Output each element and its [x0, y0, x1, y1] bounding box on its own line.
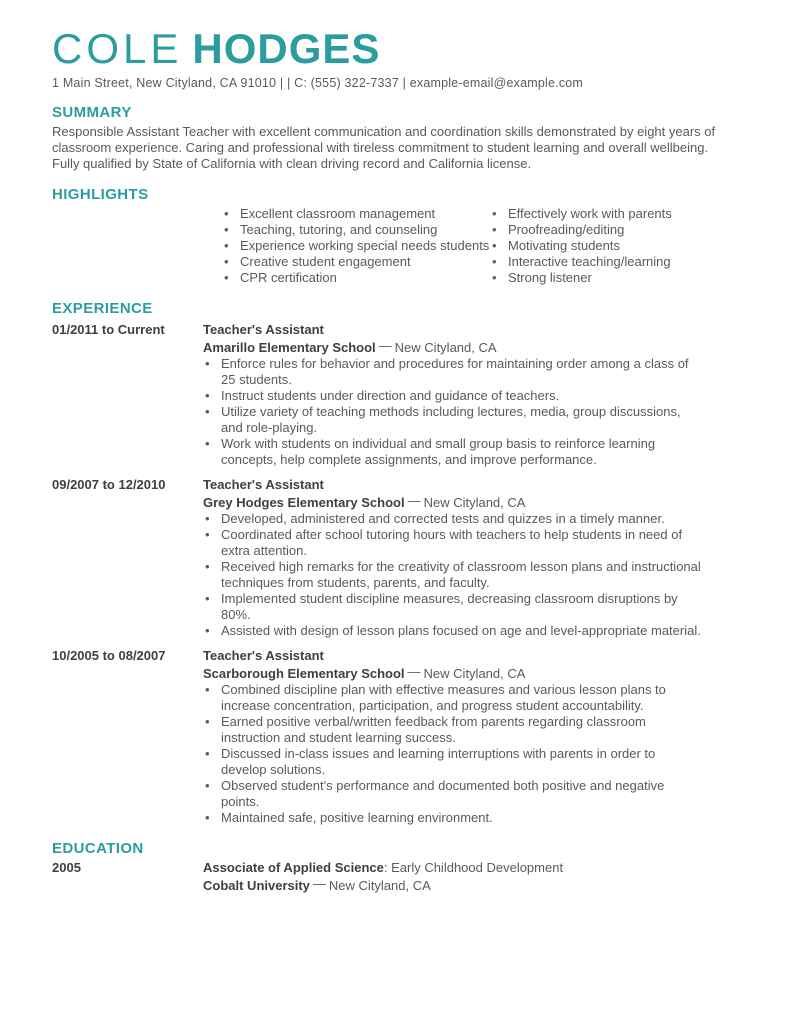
summary-section — [52, 104, 735, 172]
job-company: Grey Hodges Elementary School — [203, 495, 405, 511]
candidate-name — [52, 26, 735, 71]
degree-line — [203, 860, 735, 876]
dash-separator: — — [378, 338, 392, 354]
job-bullet-list — [203, 682, 703, 826]
highlights-left-column — [222, 206, 490, 286]
education-section — [52, 840, 735, 894]
education-entry — [52, 860, 735, 894]
job-bullet: • Earned positive verbal/written feedback from parents regarding classroom instruction and student learning success. — [203, 714, 703, 746]
resume-header — [52, 26, 735, 90]
job-company-line — [203, 493, 735, 511]
job-body — [203, 648, 735, 826]
job-bullet: • Observed student's performance and documented both positive and negative points. — [203, 778, 703, 810]
job-body — [203, 322, 735, 468]
highlight-item: • Strong listener — [490, 270, 735, 286]
job-bullet: • Coordinated after school tutoring hours with teachers to help students in need of extra attention. — [203, 527, 703, 559]
job-location: New Cityland, CA — [423, 495, 526, 511]
job-entry — [52, 322, 735, 468]
highlight-item: • Proofreading/editing — [490, 222, 735, 238]
job-body — [203, 477, 735, 639]
job-bullet-list — [203, 511, 703, 639]
job-title: Teacher's Assistant — [203, 322, 324, 338]
highlights-columns — [222, 206, 735, 286]
degree-title: Associate of Applied Science — [203, 860, 384, 876]
degree-field: : Early Childhood Development — [383, 860, 564, 876]
summary-text: Responsible Assistant Teacher with excellent communication and coordination skills demonstrated by eight years of classroom experience. Caring and professional with tireless commitment to student learning and overall wellbeing. Fully qualified by State of California with clean driving record and California license. — [52, 124, 716, 172]
contact-line: 1 Main Street, New Cityland, CA 91010 | | C: (555) 322-7337 | example-email@example.com — [52, 76, 584, 91]
dash-separator: — — [312, 876, 326, 892]
job-company: Scarborough Elementary School — [203, 666, 405, 682]
dash-separator: — — [407, 664, 421, 680]
job-bullet: • Utilize variety of teaching methods including lectures, media, group discussions, and role-playing. — [203, 404, 703, 436]
education-year: 2005 — [52, 860, 81, 876]
job-bullet: • Assisted with design of lesson plans focused on age and level-appropriate material. — [203, 623, 703, 639]
highlight-item: • Effectively work with parents — [490, 206, 735, 222]
education-body — [203, 860, 735, 894]
highlight-item: • Creative student engagement — [222, 254, 490, 270]
summary-heading: SUMMARY — [52, 104, 132, 122]
highlight-item: • Teaching, tutoring, and counseling — [222, 222, 490, 238]
school-location: New Cityland, CA — [328, 878, 431, 894]
experience-heading: EXPERIENCE — [52, 300, 153, 318]
job-bullet: • Enforce rules for behavior and procedures for maintaining order among a class of 25 students. — [203, 356, 703, 388]
job-dates: 01/2011 to Current — [52, 322, 165, 338]
highlight-item: • Interactive teaching/learning — [490, 254, 735, 270]
job-entry — [52, 477, 735, 639]
job-bullet: • Implemented student discipline measures, decreasing classroom disruptions by 80%. — [203, 591, 703, 623]
dash-separator: — — [407, 493, 421, 509]
job-company: Amarillo Elementary School — [203, 340, 376, 356]
job-bullet: • Maintained safe, positive learning environment. — [203, 810, 703, 826]
experience-section — [52, 300, 735, 826]
candidate-last-name: HODGES — [192, 25, 381, 72]
highlight-item: • Motivating students — [490, 238, 735, 254]
job-bullet: • Combined discipline plan with effective measures and various lesson plans to increase concentration, participation, and progress student accountability. — [203, 682, 703, 714]
job-title: Teacher's Assistant — [203, 648, 324, 664]
highlights-heading: HIGHLIGHTS — [52, 186, 149, 204]
job-dates: 10/2005 to 08/2007 — [52, 648, 166, 664]
job-location: New Cityland, CA — [394, 340, 497, 356]
highlight-item: • Experience working special needs students — [222, 238, 490, 254]
highlight-item: • CPR certification — [222, 270, 490, 286]
candidate-first-name: COLE — [52, 25, 183, 72]
job-bullet: • Work with students on individual and small group basis to reinforce learning concepts, help complete assignments, and improve performance. — [203, 436, 703, 468]
job-entry — [52, 648, 735, 826]
job-title: Teacher's Assistant — [203, 477, 324, 493]
highlights-section — [52, 186, 735, 286]
highlight-item: • Excellent classroom management — [222, 206, 490, 222]
job-dates: 09/2007 to 12/2010 — [52, 477, 166, 493]
education-heading: EDUCATION — [52, 840, 144, 858]
job-bullet: • Developed, administered and corrected tests and quizzes in a timely manner. — [203, 511, 703, 527]
job-bullet: • Discussed in-class issues and learning interruptions with parents in order to develop solutions. — [203, 746, 703, 778]
job-location: New Cityland, CA — [423, 666, 526, 682]
job-bullet-list — [203, 356, 703, 468]
highlights-right-column — [490, 206, 735, 286]
school-name: Cobalt University — [203, 878, 310, 894]
school-line — [203, 876, 735, 894]
job-company-line — [203, 664, 735, 682]
job-company-line — [203, 338, 735, 356]
job-bullet: • Received high remarks for the creativity of classroom lesson plans and instructional techniques from students, parents, and faculty. — [203, 559, 703, 591]
job-bullet: • Instruct students under direction and guidance of teachers. — [203, 388, 703, 404]
